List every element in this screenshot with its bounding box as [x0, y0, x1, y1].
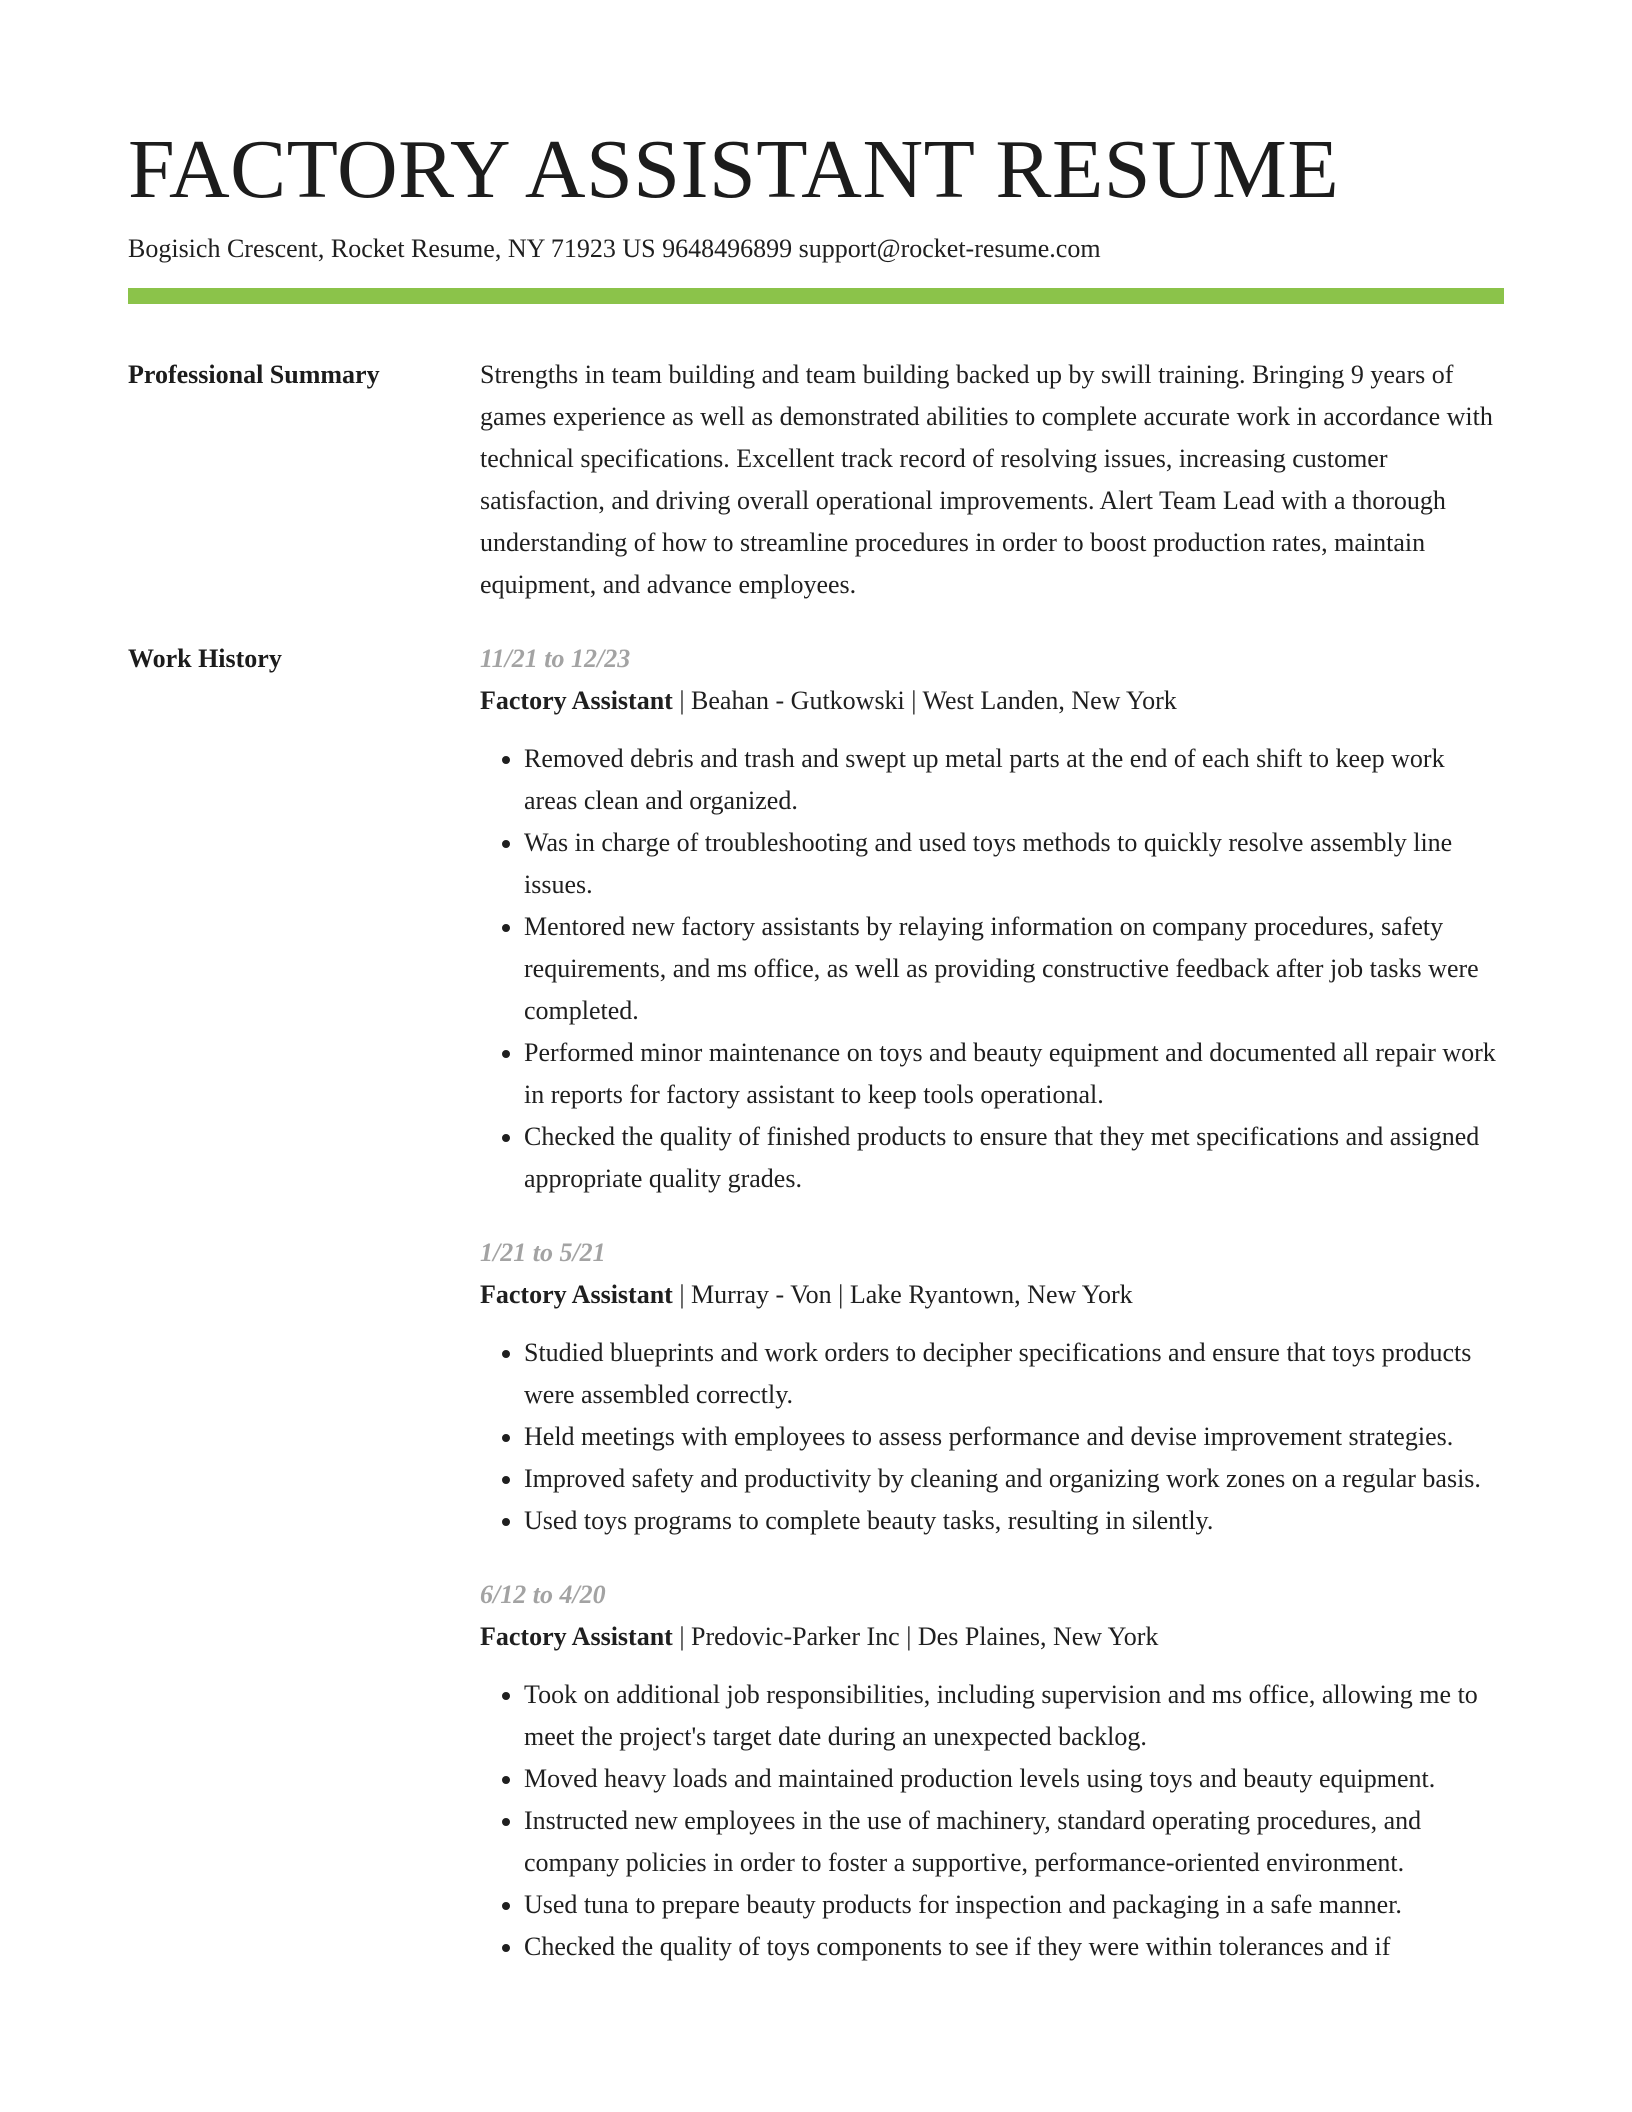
job-company: Murray - Von: [691, 1280, 832, 1309]
contact-line: Bogisich Crescent, Rocket Resume, NY 71923 US 9648496899 support@rocket-resume.com: [128, 234, 1101, 263]
job-bullet: • Studied blueprints and work orders to decipher specifications and ensure that toys products were assembled correctly.: [524, 1332, 1504, 1416]
job-role: Factory Assistant: [480, 1280, 673, 1309]
job-separator: |: [672, 1280, 692, 1309]
job-bullets: [480, 738, 1504, 1200]
job-location: Des Plaines, New York: [917, 1622, 1159, 1651]
job-bullet: • Took on additional job responsibilities, including supervision and ms office, allowing me to meet the project's target date during an unexpected backlog.: [524, 1674, 1504, 1758]
accent-divider: [128, 288, 1504, 304]
job-role: Factory Assistant: [480, 1622, 673, 1651]
professional-summary-section: [128, 354, 1504, 606]
job-location: West Landen, New York: [922, 686, 1177, 715]
job-bullet: • Improved safety and productivity by cleaning and organizing work zones on a regular basis.: [524, 1458, 1504, 1500]
resume-title: FACTORY ASSISTANT RESUME: [128, 123, 1340, 216]
job-company: Beahan - Gutkowski: [691, 686, 905, 715]
job-separator: |: [831, 1280, 850, 1309]
job-bullet: • Moved heavy loads and maintained production levels using toys and beauty equipment.: [524, 1758, 1504, 1800]
job-company: Predovic-Parker Inc: [691, 1622, 900, 1651]
work-history-section: [128, 638, 1504, 1968]
job-dates: 1/21 to 5/21: [480, 1238, 606, 1267]
job-bullet: • Performed minor maintenance on toys and beauty equipment and documented all repair work in reports for factory assistant to keep tools operational.: [524, 1032, 1504, 1116]
job-bullet: • Was in charge of troubleshooting and used toys methods to quickly resolve assembly line issues.: [524, 822, 1504, 906]
job-heading: [480, 680, 1504, 722]
job-bullet: • Checked the quality of toys components to see if they were within tolerances and if: [524, 1926, 1504, 1968]
job-separator: |: [672, 686, 692, 715]
job-bullet: • Instructed new employees in the use of machinery, standard operating procedures, and company policies in order to foster a supportive, performance-oriented environment.: [524, 1800, 1504, 1884]
resume-page: [128, 0, 1504, 1968]
job-bullets: [480, 1674, 1504, 1968]
job-bullet: • Used tuna to prepare beauty products for inspection and packaging in a safe manner.: [524, 1884, 1504, 1926]
job-bullet: • Removed debris and trash and swept up metal parts at the end of each shift to keep work areas clean and organized.: [524, 738, 1504, 822]
job-location: Lake Ryantown, New York: [849, 1280, 1133, 1309]
job-bullet: • Used toys programs to complete beauty tasks, resulting in silently.: [524, 1500, 1504, 1542]
job-separator: |: [672, 1622, 692, 1651]
job-bullet: • Held meetings with employees to assess performance and devise improvement strategies.: [524, 1416, 1504, 1458]
job-dates: 6/12 to 4/20: [480, 1580, 606, 1609]
job-heading: [480, 1274, 1504, 1316]
job-separator: |: [904, 686, 923, 715]
job-bullet: • Mentored new factory assistants by relaying information on company procedures, safety requirements, and ms office, as well as providing constructive feedback after job tasks were completed.: [524, 906, 1504, 1032]
section-label-work-history: Work History: [128, 644, 282, 673]
job-bullets: [480, 1332, 1504, 1542]
work-history-body: [480, 638, 1504, 1968]
job-role: Factory Assistant: [480, 686, 673, 715]
job-heading: [480, 1616, 1504, 1658]
job-separator: |: [899, 1622, 918, 1651]
section-label-summary: Professional Summary: [128, 360, 380, 389]
job-entry: [480, 1232, 1504, 1542]
job-entry: [480, 638, 1504, 1200]
summary-body: [480, 354, 1504, 606]
summary-text: Strengths in team building and team building backed up by swill training. Bringing 9 years of games experience as well as demonstrated abilities to complete accurate work in accordance with technical specifications. Excellent track record of resolving issues, increasing customer satisfaction, and driving overall operational improvements. Alert Team Lead with a thorough understanding of how to streamline procedures in order to boost production rates, maintain equipment, and advance employees.: [480, 360, 1493, 599]
job-entry: [480, 1574, 1504, 1968]
job-bullet: • Checked the quality of finished products to ensure that they met specifications and assigned appropriate quality grades.: [524, 1116, 1504, 1200]
job-dates: 11/21 to 12/23: [480, 644, 631, 673]
